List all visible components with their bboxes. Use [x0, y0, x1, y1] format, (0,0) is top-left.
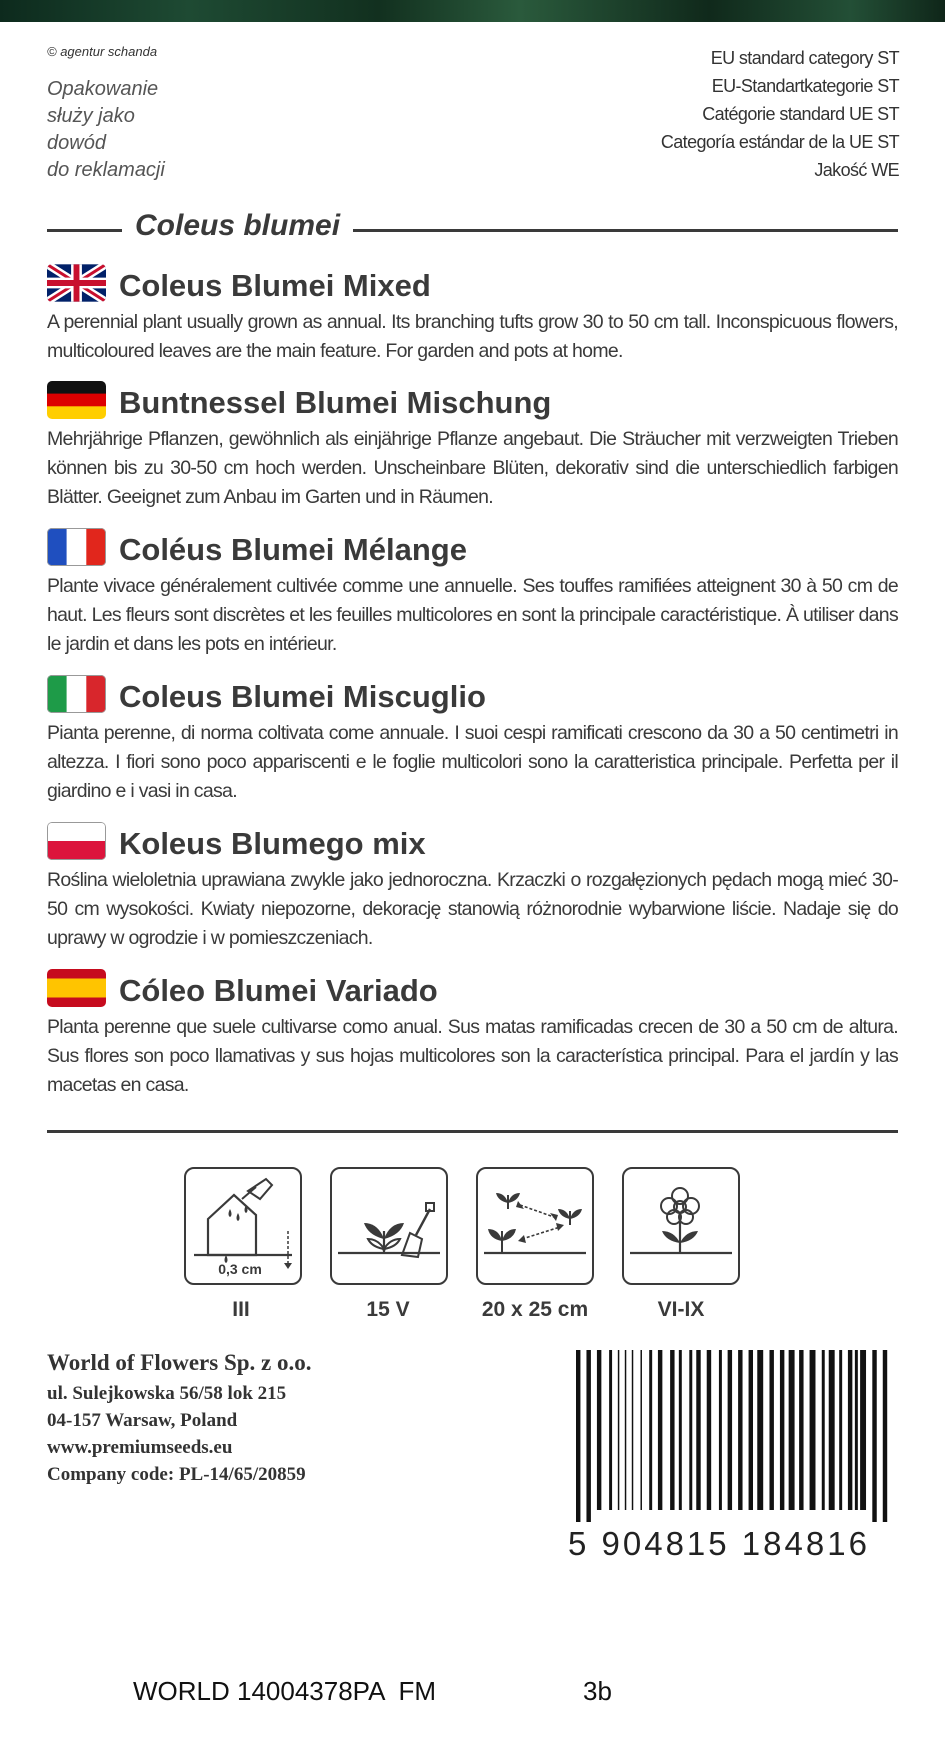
barcode-bar	[618, 1350, 619, 1510]
uk-flag-icon	[47, 264, 106, 302]
description-it: Pianta perenne, di norma coltivata come annuale. I suoi cespi ramificati crescono da 30 a 50 centimetri in altezza. I fiori sono poco appariscenti e le foglie multicolori sono la caratteristica principale. Perfetta per il giardino e i vasi in casa.	[47, 722, 898, 802]
barcode-bar	[576, 1350, 580, 1522]
company-website: www.premiumseeds.eu	[47, 1437, 233, 1458]
sowing-depth-label: 0,3 cm	[218, 1261, 262, 1277]
transplant-date-label: 15 V	[366, 1298, 410, 1321]
description-es: Planta perenne que suele cultivarse como anual. Sus matas ramificadas crecen de 30 a 50 cm de altura. Sus flores son poco llamativas y sus hojas multicolores son la característica principal. Para el jardín y las macetas en casa.	[47, 1016, 898, 1096]
description-pl: Roślina wieloletnia uprawiana zwykle jako jednoroczna. Krzaczki o rozgałęzionych pędach mogą mieć 30-50 cm wysokości. Kwiaty niepozorne, dekorację stanowią różnorodnie wybarwione liście. Nadaje się do uprawy w ogrodzie i w pomieszczeniach.	[47, 869, 898, 949]
sowing-month-label: III	[232, 1298, 250, 1321]
barcode-bar	[769, 1350, 773, 1510]
description-fr: Plante vivace généralement cultivée comme une annuelle. Ses touffes ramifiées atteignent 30 à 50 cm de haut. Les fleurs sont discrètes et les feuilles multicolores en sont la principale caractéristique. À utiliser dans le jardin et dans les pots en intérieur.	[47, 575, 898, 655]
barcode-bar	[855, 1350, 858, 1510]
barcode	[570, 1350, 895, 1527]
barcode-bar	[860, 1350, 866, 1510]
species-name: Coleus blumei	[135, 209, 341, 242]
barcode-bar	[586, 1350, 590, 1522]
barcode-bar	[625, 1350, 626, 1510]
eu-category-line: EU-Standartkategorie ST	[711, 76, 899, 96]
flowering-icon	[622, 1167, 740, 1285]
spacing-icon	[476, 1167, 594, 1285]
france-flag-icon	[47, 528, 106, 566]
company-code: Company code: PL-14/65/20859	[47, 1464, 306, 1485]
product-title-en: Coleus Blumei Mixed	[119, 268, 431, 303]
barcode-bar	[649, 1350, 652, 1510]
barcode-bar	[810, 1350, 816, 1510]
company-name: World of Flowers Sp. z o.o.	[47, 1350, 312, 1375]
product-title-de: Buntnessel Blumei Mischung	[119, 385, 552, 420]
barcode-bar	[780, 1350, 784, 1510]
spain-flag-icon	[47, 969, 106, 1007]
barcode-bar	[609, 1350, 612, 1510]
divider-line	[47, 229, 122, 232]
barcode-bar	[789, 1350, 795, 1510]
divider-line	[353, 229, 898, 232]
barcode-bar	[658, 1350, 662, 1510]
barcode-bar	[670, 1350, 674, 1510]
barcode-bar	[848, 1350, 852, 1510]
barcode-bar	[883, 1350, 887, 1522]
transplant-icon	[330, 1167, 448, 1285]
barcode-bar	[872, 1350, 876, 1522]
poland-flag-icon	[47, 822, 106, 860]
barcode-bar	[640, 1350, 641, 1510]
barcode-bar	[749, 1350, 753, 1510]
section-divider	[47, 1130, 898, 1133]
description-en: A perennial plant usually grown as annual. Its branching tufts grow 30 to 50 cm tall. Inconspicuous flowers, multicoloured leaves are the main feature. For garden and pots at home.	[47, 311, 898, 362]
barcode-bar	[597, 1350, 601, 1510]
barcode-bar	[738, 1350, 742, 1510]
barcode-bar	[696, 1350, 700, 1510]
packaging-note-line: Opakowanie	[47, 78, 159, 100]
packaging-note-line: do reklamacji	[47, 159, 165, 181]
print-code: WORLD 14004378PA FM	[133, 1676, 436, 1706]
italy-flag-icon	[47, 675, 106, 713]
product-title-es: Cóleo Blumei Variado	[119, 973, 438, 1008]
flowering-months-label: VI-IX	[657, 1298, 705, 1321]
barcode-bar	[799, 1350, 803, 1510]
spacing-label: 20 x 25 cm	[481, 1298, 589, 1321]
germany-flag-icon	[47, 381, 106, 419]
eu-category-line: EU standard category ST	[710, 48, 899, 68]
eu-standard-categories	[661, 44, 899, 184]
eu-category-line: Jakość WE	[814, 160, 899, 180]
eu-category-line: Categoría estándar de la UE ST	[660, 132, 899, 152]
barcode-bar	[719, 1350, 722, 1510]
barcode-bar	[679, 1350, 682, 1510]
barcode-bar	[728, 1350, 732, 1510]
description-de: Mehrjährige Pflanzen, gewöhnlich als einjährige Pflanze angebaut. Die Sträucher mit verzweigten Trieben können bis zu 30-50 cm hoch werden. Unscheinbare Blüten, dekorativ sind die unterschiedlich farbigen Blätter. Geeignet zum Anbau im Garten und in Räumen.	[47, 428, 898, 508]
product-title-fr: Coléus Blumei Mélange	[119, 532, 467, 567]
product-title-it: Coleus Blumei Miscuglio	[119, 679, 486, 714]
barcode-bar	[829, 1350, 835, 1510]
barcode-bar	[839, 1350, 842, 1510]
company-info	[47, 1350, 312, 1488]
packaging-note-line: dowód	[47, 132, 106, 154]
barcode-bar	[689, 1350, 692, 1510]
company-address-line: 04-157 Warsaw, Poland	[47, 1410, 238, 1431]
eu-category-line: Catégorie standard UE ST	[702, 104, 899, 124]
company-address-line: ul. Sulejkowska 56/58 lok 215	[47, 1383, 287, 1404]
barcode-bar	[822, 1350, 825, 1510]
copyright-note: © agentur schanda	[47, 44, 158, 59]
indoor-sowing-icon	[184, 1167, 302, 1285]
barcode-bar	[632, 1350, 633, 1510]
packaging-note-line: służy jako	[47, 105, 135, 127]
barcode-bar	[707, 1350, 711, 1510]
header-photo-strip	[0, 0, 945, 22]
barcode-number: 5 904815 184816	[568, 1525, 870, 1562]
print-version: 3b	[583, 1676, 612, 1706]
barcode-bar	[757, 1350, 763, 1510]
packaging-note	[47, 76, 165, 184]
product-title-pl: Koleus Blumego mix	[119, 826, 426, 861]
